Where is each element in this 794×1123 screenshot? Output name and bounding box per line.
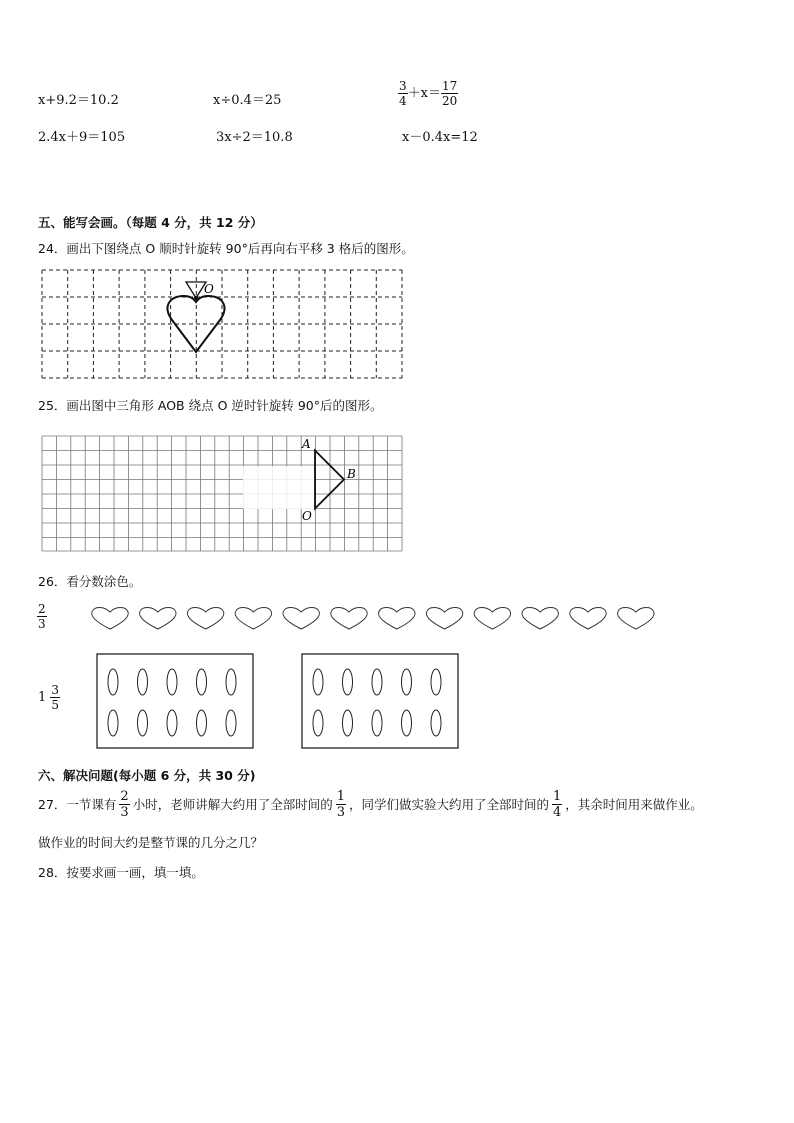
heart-outline-icon[interactable]	[235, 608, 271, 630]
hearts-row	[88, 605, 663, 633]
heart-outline-icon[interactable]	[618, 608, 654, 630]
question-24-text: 24．画出下图绕点 O 顺时针旋转 90°后再向右平移 3 格后的图形。	[38, 241, 414, 256]
fraction: $\frac{17}{20}$	[441, 79, 458, 108]
oval-icon[interactable]	[313, 669, 323, 695]
mixed-number-one-three-fifths: 1 $\frac{3}{5}$	[38, 683, 60, 712]
oval-icon[interactable]	[431, 669, 441, 695]
oval-icon[interactable]	[343, 669, 353, 695]
heart-outline-icon[interactable]	[570, 608, 606, 630]
equation-5: 3x÷2＝10.8	[216, 130, 293, 145]
oval-box-1	[96, 653, 256, 750]
oval-icon[interactable]	[226, 669, 236, 695]
oval-icon[interactable]	[167, 669, 177, 695]
equation-6: x－0.4x=12	[402, 130, 478, 145]
equation-3: $\frac{3}{4}$ ＋x＝ $\frac{17}{20}$	[399, 79, 458, 108]
oval-icon[interactable]	[431, 710, 441, 736]
question-25-text: 25．画出图中三角形 AOB 绕点 O 逆时针旋转 90°后的图形。	[38, 398, 383, 413]
oval-icon[interactable]	[372, 669, 382, 695]
question-27-line-2: 做作业的时间大约是整节课的几分之几？	[38, 835, 264, 850]
point-o-label: O	[204, 282, 214, 296]
heart-outline-icon[interactable]	[331, 608, 367, 630]
oval-icon[interactable]	[402, 669, 412, 695]
oval-icon[interactable]	[197, 669, 207, 695]
point-o	[194, 296, 198, 300]
grid-lines	[42, 436, 402, 551]
equation-1: x+9.2＝10.2	[38, 93, 119, 108]
heart-outline-icon[interactable]	[474, 608, 510, 630]
fraction: $\frac{3}{4}$	[399, 79, 407, 108]
label-b: B	[347, 467, 356, 481]
heart-outline-icon[interactable]	[522, 608, 558, 630]
q24-dashed-grid	[40, 268, 404, 382]
oval-icon[interactable]	[402, 710, 412, 736]
label-o: O	[302, 509, 312, 523]
oval-icon[interactable]	[167, 710, 177, 736]
section-5-title: 五、能写会画。（每题 4 分，共 12 分）	[38, 215, 263, 230]
oval-icon[interactable]	[372, 710, 382, 736]
oval-icon[interactable]	[108, 710, 118, 736]
oval-icon[interactable]	[226, 710, 236, 736]
section-6-title: 六、解决问题(每小题 6 分，共 30 分)	[38, 768, 256, 783]
equation-4: 2.4x＋9＝105	[38, 130, 126, 145]
equation-2: x÷0.4＝25	[213, 93, 282, 108]
fraction-two-thirds: $\frac{2}{3}$	[38, 602, 46, 631]
q25-grid	[40, 433, 404, 555]
question-28-text: 28．按要求画一画，填一填。	[38, 865, 204, 880]
heart-outline-icon[interactable]	[92, 608, 128, 630]
heart-outline-icon[interactable]	[426, 608, 462, 630]
oval-box-2	[301, 653, 461, 750]
oval-icon[interactable]	[197, 710, 207, 736]
question-26-text: 26．看分数涂色。	[38, 574, 142, 589]
label-a: A	[302, 437, 311, 451]
oval-icon[interactable]	[138, 669, 148, 695]
heart-outline-icon[interactable]	[187, 608, 223, 630]
oval-icon[interactable]	[343, 710, 353, 736]
question-27-line-1: 27．一节课有 $\frac{2}{3}$ 小时，老师讲解大约用了全部时间的 $\frac{1}{3}$ ，同学们做实验大约用了全部时间的 $\frac{1}{4}$ ，其余时间用来做作业。	[38, 788, 703, 820]
oval-icon[interactable]	[108, 669, 118, 695]
grid-blank-patch	[243, 466, 315, 509]
grid-lines	[42, 270, 402, 378]
oval-icon[interactable]	[313, 710, 323, 736]
oval-icon[interactable]	[138, 710, 148, 736]
heart-outline-icon[interactable]	[283, 608, 319, 630]
heart-outline-icon[interactable]	[140, 608, 176, 630]
heart-outline-icon[interactable]	[379, 608, 415, 630]
